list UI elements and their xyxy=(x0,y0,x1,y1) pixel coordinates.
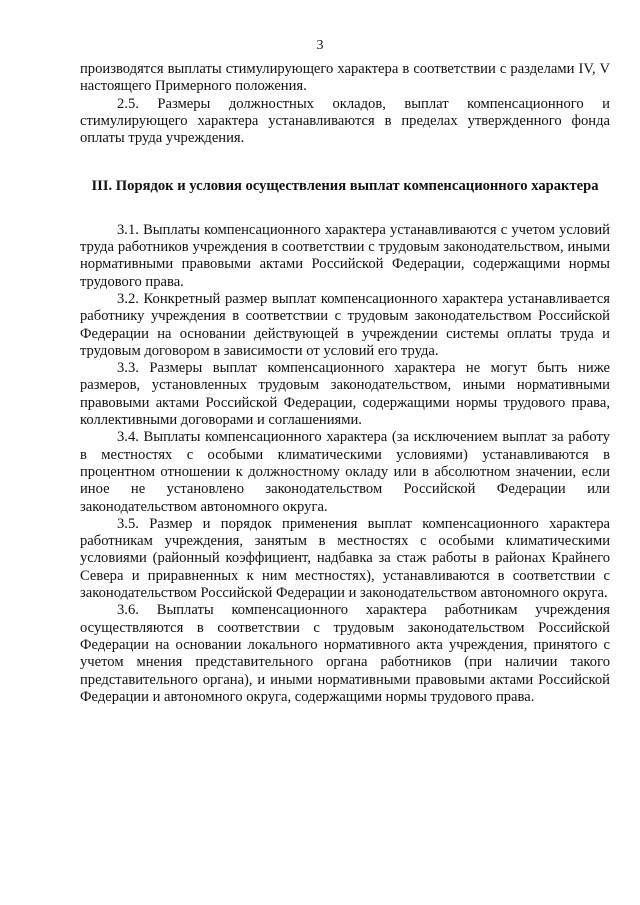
paragraph-3-3: 3.3. Размеры выплат компенсационного характера не могут быть ниже размеров, установленных трудовым законодательством, иными нормативными правовыми актами Российской Федерации, содержащими нормы трудового права, коллективными договорами и соглашениями. xyxy=(80,360,610,429)
paragraph-3-1: 3.1. Выплаты компенсационного характера устанавливаются с учетом условий труда работников учреждения в соответствии с трудовым законодательством, иными нормативными правовыми актами Российской Федерации, содержащими нормы трудового права. xyxy=(80,221,610,290)
paragraph-3-5: 3.5. Размер и порядок применения выплат компенсационного характера работникам учреждения, занятым в местностях с особыми климатическими условиями (районный коэффициент, надбавка за стаж работы в районах Крайнего Севера и приравненных к ним местностях), устанавливаются в соответствии с законодательством Российской Федерации и законодательством автономного округа. xyxy=(80,515,610,602)
section-title: III. Порядок и условия осуществления выплат компенсационного характера xyxy=(91,178,599,195)
paragraph-3-6: 3.6. Выплаты компенсационного характера работникам учреждения осуществляются в соответствии с трудовым законодательством Российской Федерации на основании локального нормативного акта учреждения, принятого с учетом мнения представительного органа работников (при наличии такого представительного органа), и иными нормативными правовыми актами Российской Федерации и автономного округа, содержащими нормы трудового права. xyxy=(80,602,610,705)
page-number: 3 xyxy=(316,38,324,53)
paragraph-2-5: 2.5. Размеры должностных окладов, выплат компенсационного и стимулирующего характера устанавливаются в пределах утвержденного фонда оплаты труда учреждения. xyxy=(80,95,610,147)
paragraph-3-2: 3.2. Конкретный размер выплат компенсационного характера устанавливается работнику учреждения в соответствии с трудовым законодательством Российской Федерации на основании действующей в учреждении системы оплаты труда и трудовым договором в зависимости от условий его труда. xyxy=(80,290,610,359)
paragraph-continuation: производятся выплаты стимулирующего характера в соответствии с разделами IV, V настоящего Примерного положения. xyxy=(80,61,610,95)
paragraph-3-4: 3.4. Выплаты компенсационного характера (за исключением выплат за работу в местностях с особыми климатическими условиями) устанавливаются в процентном отношении к должностному окладу или в абсолютном значении, если иное не установлено законодательством Российской Федерации или законодательством автономного округа. xyxy=(80,429,610,515)
document-body xyxy=(80,61,610,706)
